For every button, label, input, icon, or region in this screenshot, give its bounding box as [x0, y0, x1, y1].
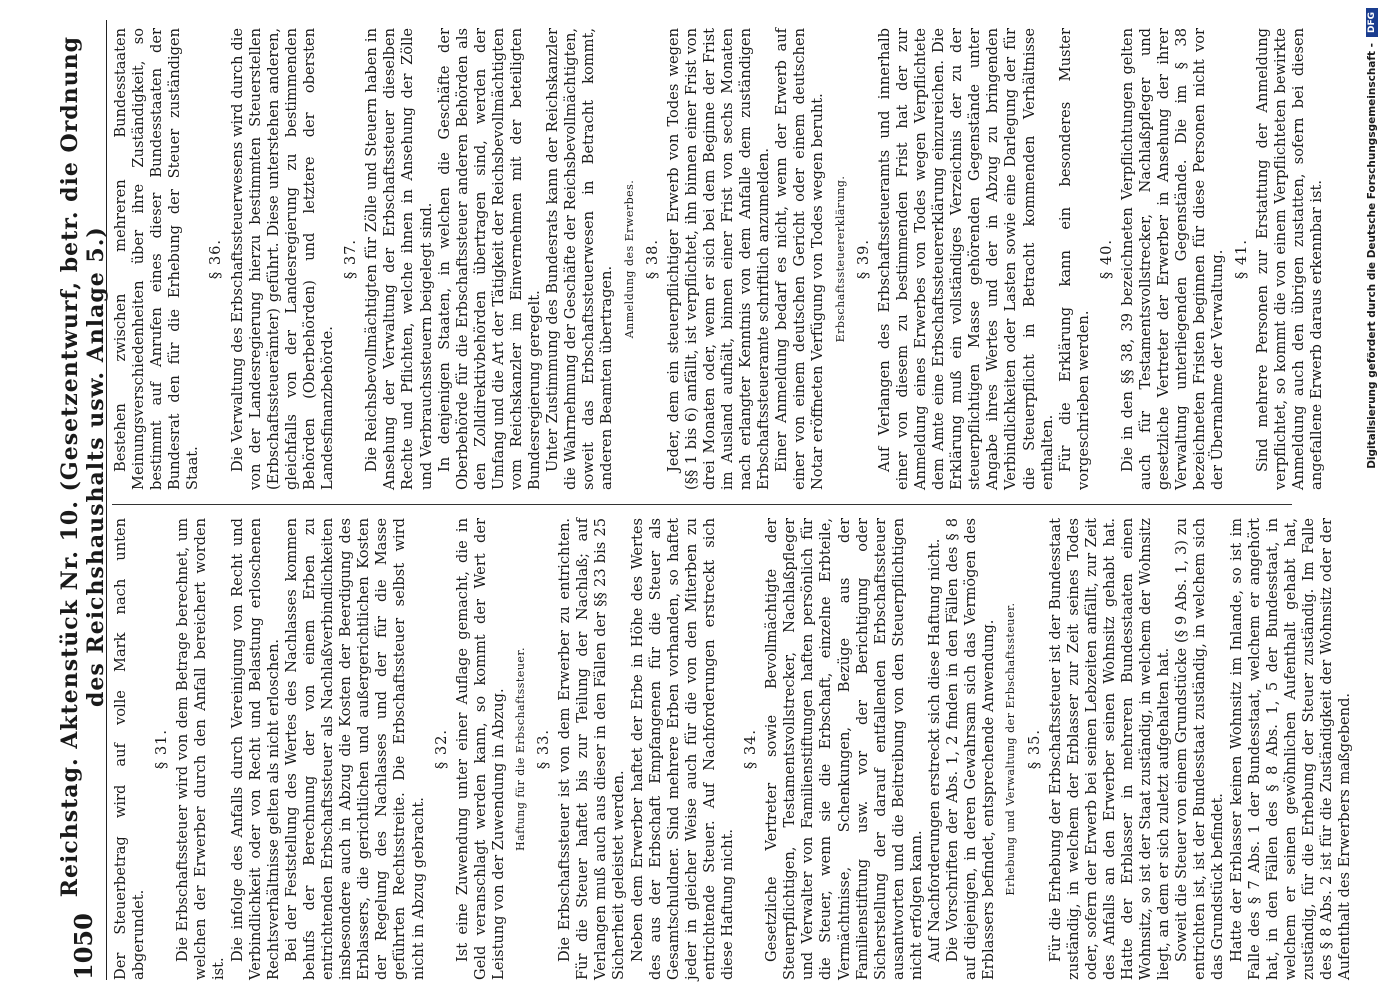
paragraph: Die Vorschriften der Abs. 1, 2 finden in den Fällen des § 8 auf diejenigen, in deren Gewahrsam sich das Vermögen des Erblassers befindet, entsprechende Anwendung.	[944, 518, 998, 980]
section-heading: § 34.	[742, 728, 760, 770]
left-column	[112, 518, 1354, 980]
paragraph: Für die Erhebung der Erbschaftssteuer ist der Bundesstaat zuständig, in welchem der Erblasser zur Zeit seines Todes oder, sofern der Erwerb bei seinen Lebzeiten anfällt, zur Zeit des Anfalls an den Erwerber seinen Wohnsitz gehabt hat. Hatte der Erblasser in mehreren Bundesstaaten einen Wohnsitz, so ist der Staat zuständig, in welchem der Wohnsitz liegt, an dem er sich zuletzt aufgehalten hat.	[1046, 518, 1173, 980]
paragraph: Die Erbschaftssteuer ist von dem Erwerber zu entrichten. Für die Steuer haftet bis zur Teilung der Nachlaß; auf Verlangen muß auch aus dieser in den Fällen der §§ 23 bis 25 Sicherheit geleistet werden.	[556, 518, 628, 980]
section-heading: § 39.	[854, 238, 872, 280]
paragraph: Die Verwaltung des Erbschaftssteuerwesens wird durch die von der Landesregierung hierzu bestimmten Steuerstellen (Erbschaftssteuerämter) geführt. Diese unterstehen anderen, gleichfalls von der Landesregierung zu bestimmenden Behörden (Oberbehörden) und letztere der obersten Landesfinanzbehörde.	[228, 28, 337, 490]
paragraph: Neben dem Erwerber haftet der Erbe in Höhe des Wertes des aus der Erbschaft Empfangenen für die Steuer als Gesamtschuldner. Sind mehrere Erben vorhanden, so haftet jeder in gleicher Weise auch für die von den Miterben zu entrichtende Steuer. Auf Nachforderungen erstreckt sich diese Haftung nicht.	[628, 518, 736, 980]
subsection-title: Erhebung und Verwaltung der Erbschaftssteuer.	[1004, 602, 1018, 896]
section-heading: § 32.	[432, 728, 450, 770]
dfg-logo: DFG	[1366, 8, 1378, 37]
paragraph: Einer Anmeldung bedarf es nicht, wenn der Erwerb auf einer von einem deutschen Gericht oder einem deutschen Notar eröffneten Verfügung von Todes wegen beruht.	[773, 28, 827, 490]
section-heading: § 36.	[207, 238, 225, 280]
digitization-credit	[1365, 8, 1379, 988]
paragraph: Sind mehrere Personen zur Erstattung der Anmeldung verpflichtet, so kommt die von einem Verpflichteten bewirkte Anmeldung auch den übrigen zustatten, sofern bei diesen angefallene Erwerb daraus erkennbar ist.	[1253, 28, 1325, 490]
paragraph: Die Reichsbevollmächtigten für Zölle und Steuern haben in Ansehung der Verwaltung der Erbschaftssteuer dieselben Rechte und Pflichten, welche ihnen in Ansehung der Zölle und Verbrauchssteuern beigelegt sind.	[363, 28, 435, 490]
paragraph: Die infolge des Anfalls durch Vereinigung von Recht und Verbindlichkeit oder von Recht und Belastung erloschenen Rechtsverhältnisse gelten als nicht erloschen.	[228, 518, 282, 980]
column-divider	[112, 504, 1292, 505]
paragraph: Die in den §§ 38, 39 bezeichneten Verpflichtungen gelten auch für Testamentsvollstrecker, Nachlaßpfleger und gesetzliche Vertreter der Erwerber in Ansehung der ihrer Verwaltung unterliegenden Gegenstände. Die im § 38 bezeichneten Fristen beginnen für diese Personen nicht vor der Übernahme der Verwaltung.	[1118, 28, 1227, 490]
subsection-title: Erbschaftssteuererklärung.	[833, 175, 847, 343]
subsection-title: Haftung für die Erbschaftssteuer.	[513, 647, 527, 851]
section-heading: § 31.	[153, 728, 171, 770]
right-column	[112, 28, 1325, 490]
paragraph: Bestehen zwischen mehreren Bundesstaaten Meinungsverschiedenheiten über ihre Zuständigkeit, so bestimmt auf Anrufen eines dieser Bundesstaaten der Bundesrat den für die Erhebung der Steuer zuständigen Staat.	[112, 28, 202, 490]
paragraph: Bei der Feststellung des Wertes des Nachlasses kommen behufs der Berechnung der von einem Erben zu entrichtenden Erbschaftssteuer als Nachlaßverbindlichkeiten insbesondere auch in Abzug die Kosten der Beerdigung des Erblassers, die gerichtlichen und außergerichtlichen Kosten der Regelung des Nachlasses und der für die Masse geführten Rechtsstreite. Die Erbschaftssteuer selbst wird nicht in Abzug gebracht.	[282, 518, 427, 980]
section-heading: § 37.	[342, 238, 360, 280]
paragraph: Unter Zustimmung des Bundesrats kann der Reichskanzler die Wahrnehmung der Geschäfte der Reichsbevollmächtigten, soweit das Erbschaftssteuerwesen in Betracht kommt, anderen Beamten übertragen.	[544, 28, 616, 490]
paragraph: In denjenigen Staaten, in welchen die Geschäfte der Oberbehörde für die Erbschaftssteuer anderen Behörden als den Zolldirektivbehörden übertragen sind, werden der Umfang und die Art der Tätigkeit der Reichsbevollmächtigten vom Reichskanzler im Einvernehmen mit der beteiligten Bundesregierung geregelt.	[435, 28, 544, 490]
section-heading: § 41.	[1232, 238, 1250, 280]
section-heading: § 35.	[1025, 728, 1043, 770]
paragraph: Jeder, dem ein steuerpflichtiger Erwerb von Todes wegen (§§ 1 bis 6) anfällt, ist verpflichtet, ihn binnen einer Frist von drei Monaten oder, wenn er sich bei dem Beginne der Frist im Ausland aufhält, binnen einer Frist von sechs Monaten nach erlangter Kenntnis von dem Anfalle dem zuständigen Erbschaftssteueramte schriftlich anzumelden.	[664, 28, 773, 490]
paragraph: Für die Erklärung kann ein besonderes Muster vorgeschrieben werden.	[1056, 28, 1092, 490]
page-number: 1050	[68, 913, 98, 980]
page-header	[57, 20, 109, 980]
page-title: Reichstag. Aktenstück Nr. 10. (Gesetzentwurf, betr. die Ordnung des Reichshaushalts usw. Anlage 5.)	[57, 35, 109, 898]
paragraph: Soweit die Steuer von einem Grundstücke (§ 9 Abs. 1, 3) zu entrichten ist, ist der Bundesstaat zuständig, in welchem sich das Grundstück befindet.	[1173, 518, 1227, 980]
section-heading: § 40.	[1097, 238, 1115, 280]
paragraph: Hatte der Erblasser keinen Wohnsitz im Inlande, so ist im Falle des § 7 Abs. 1 der Bundesstaat, welchem er angehört hat, in den Fällen des § 8 Abs. 1, 5 der Bundesstaat, in welchem er seinen gewöhnlichen Aufenthalt gehabt hat, zuständig, für die Erhebung der Steuer zuständig. Im Falle des § 8 Abs. 2 ist für die Zuständigkeit der Wohnsitz oder der Aufenthalt des Erwerbers maßgebend.	[1227, 518, 1354, 980]
paragraph: Auf Nachforderungen erstreckt sich diese Haftung nicht.	[926, 538, 944, 962]
paragraph: Der Steuerbetrag wird auf volle Mark nach unten abgerundet.	[112, 518, 148, 980]
paragraph: Auf Verlangen des Erbschaftssteueramts und innerhalb einer von diesem zu bestimmenden Frist hat der zur Anmeldung eines Erwerbes von Todes wegen Verpflichtete dem Amte eine Erbschaftssteuererklärung einzureichen. Die Erklärung muß ein vollständiges Verzeichnis der zu der steuerpflichtigen Masse gehörenden Gegenstände unter Angabe ihres Wertes und der in Abzug zu bringenden Verbindlichkeiten oder Lasten sowie eine Darlegung der für die Steuerpflicht in Betracht kommenden Verhältnisse enthalten.	[875, 28, 1056, 490]
section-heading: § 33.	[535, 728, 553, 770]
section-heading: § 38.	[643, 238, 661, 280]
document-page	[57, 20, 1354, 980]
credit-text: Digitalisierung gefördert durch die Deutsche Forschungsgemeinschaft -	[1366, 43, 1378, 469]
subsection-title: Anmeldung des Erwerbes.	[622, 179, 636, 339]
paragraph: Die Erbschaftssteuer wird von dem Betrage berechnet, um welchen der Erwerber durch den Anfall bereichert worden ist.	[174, 518, 228, 980]
paragraph: Gesetzliche Vertreter sowie Bevollmächtigte der Steuerpflichtigen, Testamentsvollstrecker, Nachlaßpfleger und Verwalter von Familienstiftungen haften persönlich für die Steuer, wenn sie die Erbschaft, einzelne Erbteile, Vermächtnisse, Schenkungen, Bezüge aus der Familienstiftung usw. vor der Berichtigung oder Sicherstellung der darauf entfallenden Erbschaftssteuer ausantworten und die Beitreibung von den Steuerpflichtigen nicht erfolgen kann.	[763, 518, 925, 980]
paragraph: Ist eine Zuwendung unter einer Auflage gemacht, die in Geld veranschlagt werden kann, so kommt der Wert der Leistung von der Zuwendung in Abzug.	[453, 518, 507, 980]
